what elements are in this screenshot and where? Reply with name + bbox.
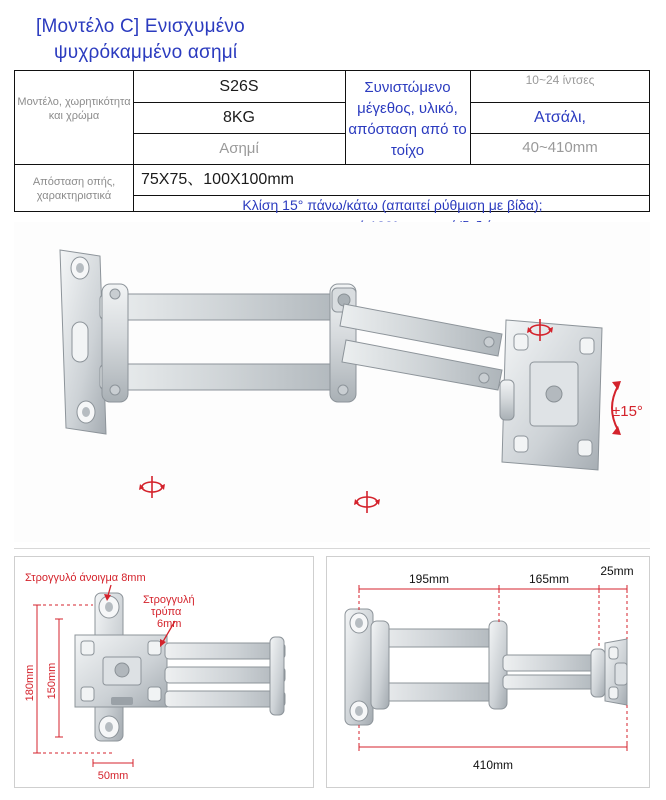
title-line-1: [Μοντέλο C] Ενισχυμένο — [36, 16, 245, 37]
spec-table — [14, 70, 650, 212]
tilt-angle-label: ±15° — [612, 403, 643, 420]
wall-plate-group — [60, 250, 106, 434]
dim-165mm — [499, 585, 599, 649]
spec-value-color: Ασημί — [219, 140, 259, 157]
arm-2-top — [503, 649, 605, 697]
dim-150mm-label: 150mm — [46, 662, 58, 700]
spec-label-recommended: Συνιστώμενο μέγεθος, υλικό, απόσταση από το τοίχο — [348, 79, 467, 159]
table-row-sep-a — [133, 102, 345, 103]
spec-label-hole-distance: Απόσταση οπής, χαρακτηριστικά — [32, 176, 116, 202]
spec-feature-line-1: Κλίση 15° πάνω/κάτω (απαιτεί ρύθμιση με βίδα); — [242, 197, 543, 213]
panel-divider — [14, 548, 650, 549]
top-view-illustration — [327, 557, 649, 787]
spec-value-screen-size: 10~24 ίντσες — [525, 73, 595, 87]
dim-50mm — [93, 759, 133, 767]
table-row-sep-b — [133, 133, 345, 134]
page-title — [36, 14, 636, 66]
folded-arms — [165, 637, 285, 715]
dim-195mm — [359, 585, 499, 623]
dim-25mm-label: 25mm — [600, 564, 634, 578]
callout-round-hole-6mm-line2: τρύπα — [151, 606, 182, 618]
arm-segment-1 — [100, 284, 356, 402]
vesa-head-top — [605, 639, 627, 705]
main-product-image — [14, 222, 650, 542]
table-divider-col2 — [345, 71, 346, 164]
spec-value-capacity: 8KG — [222, 109, 255, 126]
title-line-2: ψυχρόκαμμένο ασημί — [54, 42, 238, 63]
vesa-plate-rear — [75, 635, 167, 707]
spec-value-wall-distance: 40~410mm — [522, 139, 598, 156]
table-divider-col3 — [470, 71, 471, 164]
dim-410mm — [359, 705, 627, 751]
dim-165mm-label: 165mm — [528, 572, 570, 586]
wall-plate-top — [345, 609, 373, 725]
dim-25mm — [599, 585, 627, 639]
vesa-plate-group — [500, 320, 602, 470]
table-row-sep-d — [470, 133, 650, 134]
arm-1-top — [371, 621, 507, 709]
spec-label-model: Μοντέλο, χωρητικότητα και χρώμα — [17, 96, 131, 122]
dim-195mm-label: 195mm — [408, 572, 450, 586]
spec-value-material: Ατσάλι, — [534, 109, 586, 126]
table-row-sep-c — [470, 102, 650, 103]
callout-round-hole-6mm-line3: 6mm — [157, 618, 182, 630]
callout-round-hole-6mm-line1: Στρογγυλή — [143, 594, 195, 606]
rear-view-illustration — [15, 557, 313, 787]
arm-segment-2 — [340, 304, 502, 390]
dim-50mm-label: 50mm — [97, 770, 129, 782]
rotation-icon-2 — [354, 491, 380, 513]
bottom-right-diagram — [326, 556, 650, 788]
spec-value-hole-distance: 75X75、100X100mm — [141, 171, 294, 188]
bottom-left-diagram — [14, 556, 314, 788]
table-row-sep-main — [15, 164, 649, 165]
callout-round-hole-8mm: Στρογγυλό άνοιγμα 8mm — [25, 572, 146, 584]
dim-180mm-label: 180mm — [24, 664, 36, 702]
spec-value-model-code: S26S — [219, 78, 259, 95]
rotation-icon-1 — [139, 476, 165, 498]
dim-410mm-label: 410mm — [472, 758, 514, 772]
main-product-illustration — [14, 222, 650, 542]
